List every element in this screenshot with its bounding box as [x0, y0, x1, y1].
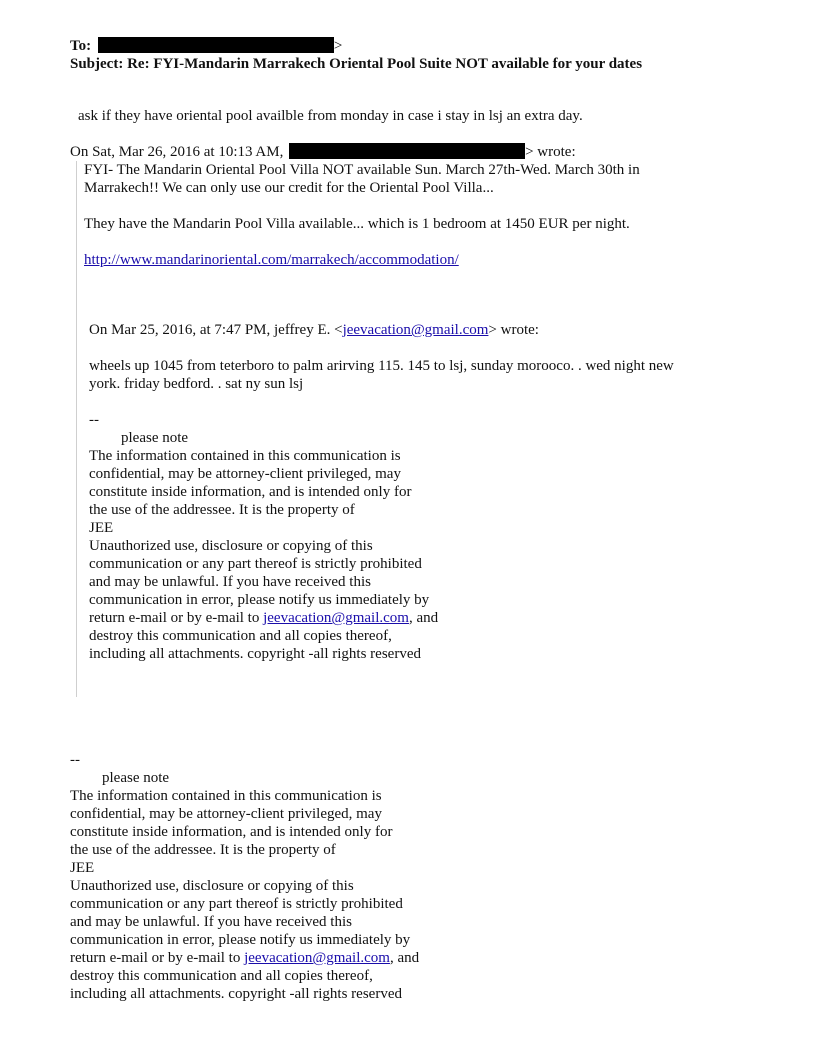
quote2-email-link[interactable]: jeevacation@gmail.com	[342, 322, 489, 338]
quote2-attribution-prefix: On Mar 25, 2016, at 7:47 PM, jeffrey E. <	[89, 322, 343, 338]
quote2-line: york. friday bedford. . sat ny sun lsj	[89, 376, 304, 392]
to-suffix: >	[333, 38, 343, 54]
outer-signature-line: The information contained in this communication is	[70, 788, 382, 804]
inner-signature-line: JEE	[89, 520, 114, 536]
inner-signature-line: and may be unlawful. If you have received this	[89, 574, 371, 590]
subject-label: Subject:	[70, 56, 124, 72]
outer-signature-line: JEE	[70, 860, 95, 876]
inner-signature-please-note: please note	[121, 430, 189, 446]
return-suffix: , and	[389, 950, 420, 966]
reply-body: ask if they have oriental pool availble from monday in case i stay in lsj an extra day.	[78, 108, 583, 124]
return-prefix: return e-mail or by e-mail to	[70, 950, 245, 966]
quote1-para2: They have the Mandarin Pool Villa available... which is 1 bedroom at 1450 EUR per night.	[84, 216, 630, 232]
outer-signature-line: destroy this communication and all copies thereof,	[70, 968, 373, 984]
quote2-attribution-suffix: > wrote:	[488, 322, 539, 338]
outer-signature-line: and may be unlawful. If you have received this	[70, 914, 352, 930]
quote1-attribution-suffix: > wrote:	[525, 144, 576, 160]
outer-signature-line: communication in error, please notify us immediately by	[70, 932, 411, 948]
outer-signature-line: including all attachments. copyright -all rights reserved	[70, 986, 402, 1002]
quote2-attribution	[89, 321, 539, 339]
return-suffix: , and	[408, 610, 439, 626]
return-prefix: return e-mail or by e-mail to	[89, 610, 264, 626]
outer-signature-please-note: please note	[102, 770, 170, 786]
inner-signature-line: communication in error, please notify us immediately by	[89, 592, 430, 608]
inner-signature-line: communication or any part thereof is strictly prohibited	[89, 556, 422, 572]
outer-signature-line: communication or any part thereof is strictly prohibited	[70, 896, 403, 912]
quote1-attribution-prefix: On Sat, Mar 26, 2016 at 10:13 AM,	[70, 144, 284, 160]
quote1-line: Marrakech!! We can only use our credit for the Oriental Pool Villa...	[84, 180, 494, 196]
quote-bar	[76, 161, 77, 697]
inner-signature-line: Unauthorized use, disclosure or copying of this	[89, 538, 373, 554]
inner-signature-line: The information contained in this communication is	[89, 448, 401, 464]
redaction-block	[289, 143, 525, 159]
outer-signature-line: confidential, may be attorney-client privileged, may	[70, 806, 382, 822]
inner-signature-return-line	[89, 609, 438, 627]
subject-text: Re: FYI-Mandarin Marrakech Oriental Pool Suite NOT available for your dates	[127, 56, 643, 72]
accommodation-link[interactable]: http://www.mandarinoriental.com/marrakech/accommodation/	[84, 252, 459, 268]
inner-signature-line: destroy this communication and all copies thereof,	[89, 628, 392, 644]
inner-signature-line: confidential, may be attorney-client privileged, may	[89, 466, 401, 482]
outer-signature-line: constitute inside information, and is intended only for	[70, 824, 393, 840]
outer-signature-return-line	[70, 949, 419, 967]
inner-signature-dashes: --	[89, 412, 99, 428]
quote1-attribution	[70, 143, 576, 161]
subject-line	[70, 55, 642, 73]
to-label: To:	[70, 38, 92, 54]
inner-signature-line: including all attachments. copyright -all rights reserved	[89, 646, 421, 662]
to-line	[70, 37, 342, 55]
accommodation-link-wrap	[84, 251, 459, 269]
inner-signature-email-link[interactable]: jeevacation@gmail.com	[263, 610, 409, 626]
outer-signature-email-link[interactable]: jeevacation@gmail.com	[244, 950, 390, 966]
quote2-line: wheels up 1045 from teterboro to palm arirving 115. 145 to lsj, sunday morooco. . wed night new	[89, 358, 674, 374]
outer-signature-line: the use of the addressee. It is the property of	[70, 842, 336, 858]
redaction-block	[98, 37, 334, 53]
outer-signature-line: Unauthorized use, disclosure or copying of this	[70, 878, 354, 894]
quote1-line: FYI- The Mandarin Oriental Pool Villa NOT available Sun. March 27th-Wed. March 30th in	[84, 162, 640, 178]
inner-signature-line: constitute inside information, and is intended only for	[89, 484, 412, 500]
inner-signature-line: the use of the addressee. It is the property of	[89, 502, 355, 518]
outer-signature-dashes: --	[70, 752, 80, 768]
